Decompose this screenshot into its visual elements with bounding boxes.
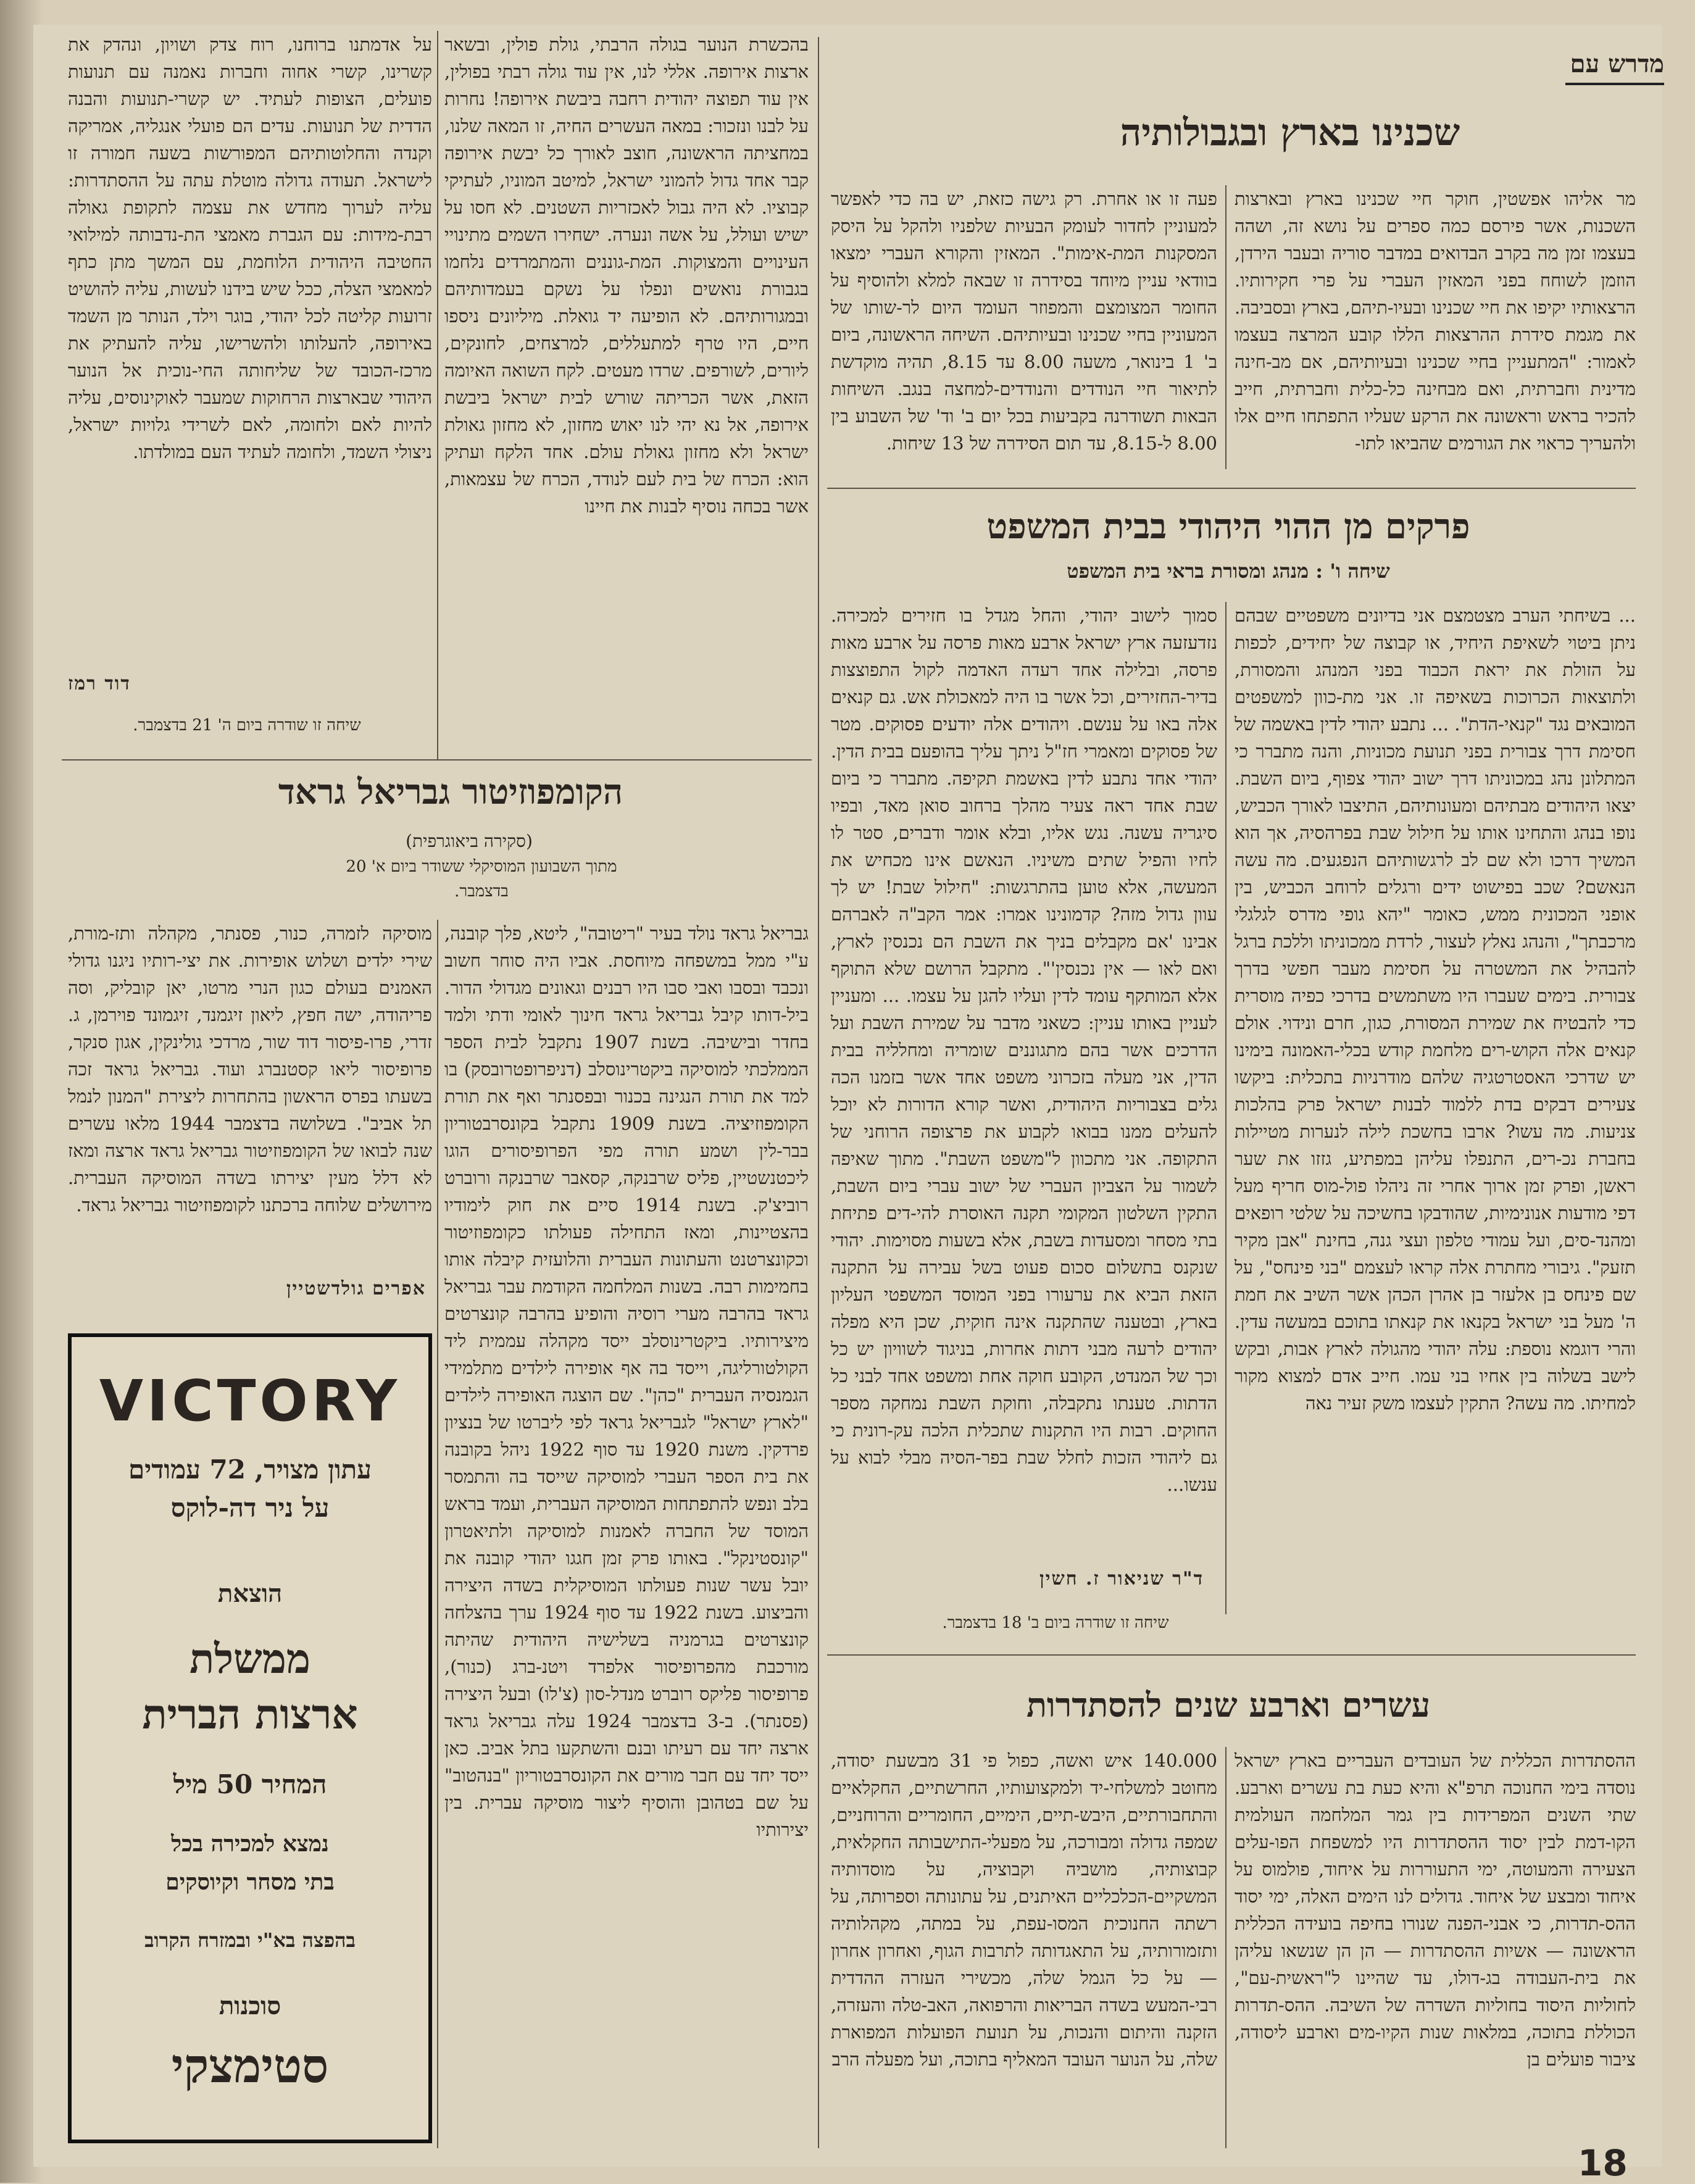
article2-col-right-text: ... בשיחתי הערב מצטמצם אני בדיונים משפטיים שבהם ניתן ביטוי לשאיפת היחיד, או קבוצה של יחידים, לכפות על הזולת את יראת הכבוד בפני המנהג והמסורת, ולתוצאות הכרוכות בשאיפה זו. אני מת-כוון למשפטים המובאים נגד "קנאי-הדת". ... נתבע יהודי לדין באשמה של חסימת דרך צבורית בפני תנועת מכוניות, והנה מתברר כי המתלונן נהג במכוניתו דרך ישוב יהודי צפוף, ביום השבת. יצאו היהודים מבתיהם ומעונותיהם, התיצבו לאורך הכביש, נופו בנהג והתחינו אותו על חילול שבת בפרהסיה, אך הוא המשיך דרכו ולא שם לב לרגשותיהם הנפגעים. מה עשה הנאשם? שכב בפישוט ידים ורגלים לרוחב הכביש, בין אופני המכונית ממש, כאומר "יהא גופי מדרס לגלגלי מרכבתך", והנהג נאלץ לעצור, לרדת ממכוניתו וללכת ברגל להבהיל את המשטרה על חסימת מעבר חפשי בדרך צבורית. בימים שעברו היו משתמשים בדרכי כפיה מוסרית כדי להבטיח את שמירת המסורת, כגון, חרם ונידוי. אולם קנאים אלה הקוש-רים מלחמת קודש בכלי-האמונה בימינו יש שדרכי האסטרטגיה שלהם מודרניות בתכלית: ביקשו צעירים דבקים בדת ללמוד לבנות ישראל פרק בהלכות צניעות. מה עשו? ארבו בחשכת לילה לנערות מטיילות בחברת נכ-רים, התנפלו עליהן במפתיע, גזזו את שער ראשן, ופרק זמן ארוך אחרי זה ניהלו פול-מוס חריף מעל דפי מודעות אנונימיות, שהודבקו בחשיכה על שלטי רופאים ומהנד-סים, ועל עמודי טלפון ועצי גנה, בחינת "אבן מקיר תזעק". גיבורי מחתרת אלה קראו לעצמם "בני פינחס", על שם פינחס בן אלעזר בן אהרן הכהן אשר השיב את חמת ה' מעל בני ישראל בקנאו את קנאתו בתוכם במעשה עדין. והרי דוגמא נוספת: עלה יהודי מהגולה לארץ אבות, ובקש לישב בשלוה בין אחיו בני עמו. חייב אדם למצוא מקור למחיתו. מה עשה? התקין לעצמו משק זעיר נאה bbox=[1235, 605, 1636, 1414]
article2-title: פרקים מן ההוי היהודי בבית המשפט bbox=[986, 506, 1470, 547]
article2-col-right bbox=[1235, 602, 1636, 1614]
article5-col-left-text: מוסיקה לזמרה, כנור, פסנתר, מקהלה ותז-מורת, שירי ילדים ושלוש אופירות. את יצי-רותיו ניגנו גדולי האמנים בעולם כגון הנרי מרטו, יאן קובליק, וסה פריהודה, ישה חפץ, ליאון זיגמנד, זיגמונד פוירמן, ג. זדרי, פרו-פיסור דוד שור, מרדכי גולינקין, אגון סנקר, פרופיסור ליאו קסטנברג ועוד. גבריאל גראד זכה בשעתו בפרס הראשון בהתחרות ליצירת "המנון לנמל תל אביב". בשלושה בדצמבר 1944 מלאו עשרים שנה לבואו של הקומפוזיטור גבריאל גראד ארצה ומאז לא דלל מעין יצירתו בשדה המוסיקה העברית. מירושלים שלוחה ברכתנו לקומפוזיטור גבריאל גראד. bbox=[68, 923, 432, 1215]
article4-col-left-text: על אדמתנו ברוחנו, רוח צדק ושויון, ונהדק את קשרינו, קשרי אחוה וחברות נאמנה עם תנועות פועלים, הצופות לעתיד. יש קשרי-תנועות והבנה הדדית של תנועות. עדים הם פועלי אנגליה, אמריקה וקנדה והחלוטותיהם המפורשות בשעה חמורה זו לישראל. תעודה גדולה מוטלת עתה על ההסתדרות: עליה לערוך מחדש את עצמה לתקופת גאולה רבת-מידות: עם הגברת מאמצי הת-נדבותה למילואי החטיבה היהודית הלוחמת, עם המשך מתן כתף למאמצי הצלה, ככל שיש בידנו לעשות, עליה להושיט זרועות קליטה לכל יהודי, בוגר וילד, הנותר מן השמד באירופה, להעלותו ולהשרישו, עליה להעתיק את מרכז-הכובד של שליחותה החי-נוכית אל הנוער היהודי שבארצות הרחוקות שמעבר לאוקינוסים, עליה להיות לאם ולחומה, לאם לשרידי גלויות ישראל, ניצולי השמד, ולחומה לעתיד העם במולדתו. bbox=[68, 34, 432, 462]
advert-sale-line2: בתי מסחר וקיוסקים bbox=[165, 1869, 335, 1895]
article5-col-right bbox=[444, 920, 809, 2148]
article3-col-divider bbox=[1225, 1747, 1226, 2148]
article1-col-left-text: פעה זו או אחרת. רק גישה כזאת, יש בה כדי לאפשר למעוניין לחדור לעומק הבעיות שלפניו ולהקל על היסק המסקנות המת-אימות". המאזין והקורא העברי ימצאו בוודאי עניין מיוחד בסידרה זו שבאה למלא ולהוסיף על החומר המצומצם והמפוזר העומד היום לר-שותו של המעוניין בחיי שכנינו ובעיותיהם. השיחה הראשונה, ביום ב' 1 בינואר, משעה 8.00 עד 8.15, תהיה מוקדשת לתיאור חיי הנודדים והנודדים-למחצה בנגב. השיחות הבאות תשודרנה בקביעות בכל יום ב' וד' של השבוע בין 8.00 ל-8.15, עד תום הסידרה של 13 שיחות. bbox=[831, 188, 1217, 454]
article3-col-left bbox=[831, 1747, 1217, 2154]
article1-col-right bbox=[1235, 185, 1636, 475]
article2-broadcast-note: שיחה זו שודרה ביום ב' 18 בדצמבר. bbox=[942, 1614, 1169, 1632]
article5-title: הקומפוזיטור גבריאל גראד bbox=[278, 772, 623, 812]
advert-agent-name: סטימצקי bbox=[171, 2038, 329, 2093]
advert-price: המחיר 50 מיל bbox=[173, 1769, 327, 1799]
section-tag: מדרש עם bbox=[1570, 49, 1664, 78]
advert-distribution: בהפצה בא"י ובמזרח הקרוב bbox=[144, 1928, 356, 1952]
article4-col-right bbox=[444, 31, 809, 759]
advert-brand: VICTORY bbox=[99, 1368, 401, 1434]
article2-col-left bbox=[831, 602, 1217, 1503]
article3-title: עשרים וארבע שנים להסתדרות bbox=[1026, 1685, 1431, 1725]
article3-col-right-text: ההסתדרות הכללית של העובדים העבריים בארץ ישראל נוסדה בימי החנוכה תרפ"א והיא כעת בת עשרים וארבע. שתי השנים המפרידות בין גמר המלחמה העולמית הקו-דמת לבין יסוד ההסתדרות היו למשפחת הפו-עלים הצעירה והמעוטה, ימי התעוררות על איחוד, פולמוס על איחוד ומבצע של איחוד. גדולים לנו הימים האלה, ימי יסוד ההס-תדרות, כי אבני-הפנה שנורו בחיפה בועידה הכללית הראשונה — אשיות ההסתדרות — הן הן שנשאו עליהן את בית-העבודה בג-דולו, עד שהיינו ל"ראשית-עם", לחוליות היסוד בחוליות השדרה של השיבה. ההס-תדרות הכוללת בתוכה, במלאות שנות הקיו-מים וארבע ליסודה, ציבור פועלים בן bbox=[1235, 1750, 1636, 2070]
advert-sale-line1: נמצא למכירה בכל bbox=[171, 1831, 329, 1857]
article3-col-left-text: 140.000 איש ואשה, כפול פי 31 מבשעת יסודה, מחוטב למשלחי-יד ולמקצועותיו, החרשתיים, החקלאיים והתחבורתיים, היבש-תיים, הימיים, החומריים והרוחניים, שמפה גדולה ומבורכה, על מפעלי-התישבותה החקלאית, קבוצותיה, מושביה וקבוציה, על מוסדותיה המשקיים-הכלכליים האיתנים, על עתונותה וספרותה, על רשתה החנוכית המסו-עפת, על במתה, מקהלותיה ותזמורותיה, על התאגדותה לתרבות הגוף, ואחרון אחרון — על כל הגמל שלה, מכשירי העזרה ההדדית רבי-המעש בשדה הבריאות והרפואה, האב-טלה והעזרה, הזקנה והיתום והנכות, על תנועת הפועלות המפוארת שלה, על הנוער העובד המאליף בתוכה, ועל מפעלה הרב bbox=[831, 1750, 1217, 2070]
article5-subtitle: (סקירה ביאוגרפית) bbox=[406, 831, 533, 851]
article2-bottom-rule bbox=[827, 1654, 1636, 1656]
advert-agents-label: סוכנות bbox=[219, 1991, 281, 2020]
article4-broadcast-note: שיחה זו שודרה ביום ה' 21 בדצמבר. bbox=[133, 716, 361, 735]
article4-col-right-text: בהכשרת הנוער בגולה הרבתי, גולת פולין, ובשאר ארצות אירופה. אללי לנו, אין עוד גולה רבתי בפולין, אין עוד תפוצה יהודית רחבה ביבשת אירופה! נחרות על לבנו ונזכור: במאה העשרים החיה, זו המאה שלנו, במחציתה הראשונה, חוצב לאורך כל יבשת אירופה קבר אחד גדול להמוני ישראל, למיטב המוניו, לעתיקי קבוציו. לא היה גבול לאכזריות השטנים. לא חסו על ישיש ועולל, על אשה ונערה. ישחירו השמים מתינויי העינויים והמצוקות. המת-גוננים והמתמרדים נלחמו בגבורת נואשים ונפלו על נשקם בעמדותיהם ובמגורותיהם. לא הופיעה יד גואלת. מיליונים ניספו חיים, היו טרף למתעללים, למרצחים, לחונקים, ליורים, לשורפים. שרדו מעטים. לקח השואה האיומה הזאת, אשר הכריתה שורש לבית ישראל ביבשת אירופה, אל נא יהי לנו יאוש מחזון, לא מחזון גאולת ישראל ולא מחזון גאולת עולם. אחד הלקח ועתיק הוא: הכרח של בית לעם לנודד, הכרח של עצמאות, אשר בכחה נוסיף לבנות את חיינו bbox=[444, 34, 809, 517]
article3-col-right bbox=[1235, 1747, 1636, 2154]
article1-title: שכנינו בארץ ובגבולותיה bbox=[1120, 111, 1460, 154]
article4-col-divider bbox=[437, 31, 438, 759]
advert-publisher-line2: ארצות הברית bbox=[142, 1690, 358, 1738]
section-tag-underline bbox=[1565, 83, 1664, 85]
article2-col-left-text: סמוך לישוב יהודי, והחל מגדל בו חזירים למכירה. נזדעזעה ארץ ישראל ארבע מאות פרסה על ארבע מאות פרסה, ובלילה אחד רעדה האדמה לקול התפוצצות בדיר-החזירים, וכל אשר בו היה למאכולת אש. גם קנאים אלה באו על ענשם. ויהודים אלה יודעים פסוקים. מטר של פסוקים ומאמרי חז"ל ניתך עליך בהופעם בבית הדין. יהודי אחד נתבע לדין באשמת תקיפה. מתברר כי ביום שבת אחד ראה צעיר מהלך ברחוב סואן מאד, ובפיו סיגריה עשנה. נגש אליו, ובלא אומר ודברים, סטר לו לחיו והפיל שתים משיניו. הנאשם אינו מכחיש את המעשה, אלא טוען בהתרגשות: "חילול שבת! יש לך עוון גדול מזה? קדמונינו אמרו: אמר הקב"ה לאברהם אבינו 'אם מקבלים בניך את השבת הם נכנסין לארץ, ואם לאו — אין נכנסין'". מתקבל הרושם שלא התוקף אלא המותקף עומד לדין ועליו להגן על עצמו. ... ומעניין לעניין באותו עניין: כשאני מדבר על שמירת השבת ועל הדרכים אשר בהם מתגוננים שומריה ומחלליה בבית הדין, אני מעלה בזכרוני משפט אחד אשר בזמנו הכה גלים בצבוריות היהודית, ואשר קורא הדורות לא יוכל להעלים ממנו בבואו לקבוע את פרצופה הרוחני של התקופה. אני מתכוון ל"משפט השבת". מתוך שאיפה לשמור על הצביון העברי של ישוב עברי ביום השבת, התקין השלטון המקומי תקנה האוסרת להי-דים פתיחת בתי מסחר ומסעדות בשבת, אלא בשעות מסוימות. יהודי שנקנס בתשלום סכום פעוט בשל עבירה על התקנה הזאת הביא את ערעורו בפני המוסד המשפטי העליון בארץ, ובטענה שהתקנה אינה חוקית, שכן היא מפלה יהודים לרעה מבני דתות אחרות, בניגוד לשוויון יש כל וכך של המנדט, הקובע חוקה אחת ומשפט אחד לבני כל הדתות. טענתו נתקבלה, וחוקת השבת נמחקה מספר החוקים. רבות היו התקנות שתכלית הלכה עק-רונית כי גם ליהודי הזכות לחלל שבת בפר-הסיה מבלי לבוא על ענשו... bbox=[831, 605, 1217, 1495]
article1-col-left bbox=[831, 185, 1217, 475]
victory-advert bbox=[68, 1333, 432, 2143]
article2-signature: ד"ר שניאור ז. חשין bbox=[1039, 1568, 1204, 1590]
article4-bottom-rule bbox=[62, 759, 812, 761]
article1-col-right-text: מר אליהו אפשטין, חוקר חיי שכנינו בארץ ובארצות השכנות, אשר פירסם כמה ספרים על נושא זה, ושהה בעצמו זמן מה בקרב הבדואים במדבר סוריה ובעבר הירדן, הוזמן לשוחח בפני המאזין העברי על פרי חקירותיו. הרצאותיו יקיפו את חיי שכנינו ובעיו-תיהם, בארץ ובסביבה. את מגמת סידרת ההרצאות הללו קובע המרצה בעצמו לאמור: "המתעניין בחיי שכנינו ובעיותיהם, אם מב-חינה מדינית וחברתית, ואם מבחינה כל-כלית וחברתית, חייב להכיר בראש וראשונה את הרקע שעליו התפתחו חיים אלו ולהעריך כראוי את הגורמים שהביאו לתו- bbox=[1235, 188, 1636, 454]
article5-col-left bbox=[68, 920, 432, 1265]
article1-bottom-rule bbox=[827, 488, 1636, 489]
advert-line1: עתון מצויר, 72 עמודים bbox=[128, 1454, 372, 1485]
article5-source-note: מתוך השבועון המוסיקלי ששודר ביום א' 20 בדצמבר. bbox=[346, 857, 617, 901]
article5-col-divider bbox=[437, 920, 438, 2148]
main-column-divider bbox=[818, 37, 819, 2148]
page-number: 18 bbox=[1578, 2142, 1628, 2184]
article5-col-right-text: גבריאל גראד נולד בעיר "ריטובה", ליטא, פלך קובנה, ע"י ממל במשפחה מיוחסת. אביו היה סוחר חשוב ונכבד ובסבו ואבי סבו היו רבנים וגאונים מגדולי הדור. ביל-דותו קיבל גבריאל גראד חינוך לאומי ודתי ולמד בחדר ובישיבה. בשנת 1907 נתקבל לבית הספר הממלכתי למוסיקה ביקטרינוסלב (דניפרופטרובסק) בו למד את תורת הנגינה בכנור ובפסנתר ואף את תורת הקומפוזיציה. בשנת 1909 נתקבל בקונסרבטוריון בבר-לין ושמע תורה מפי הפרופיסורים הוגו ליכטנשטיין, פליס שרבנקה, קסאבר שרבנקה ורוברט רוביצ'ק. בשנת 1914 סיים את חוק לימודיו בהצטיינות, ומאז התחילה פעולתו כקומפוזיטור וכקונצרטנט והעתונות העברית והלועזית קיבלה אותו בחמימות רבה. בשנות המלחמה הקודמת עבר גבריאל גראד בהרבה מערי רוסיה והופיע בהרבה קונצרטים מיצירותיו. ביקטרינוסלב ייסד מקהלה עממית ליד הקולטורליגה, וייסד בה אף אופירה לילדים מתלמידי הגמנסיה העברית "כהן". שם הוצגה האופירה לילדים "לארץ ישראל" לגבריאל גראד לפי ליברטו של בנציון פרדקין. משנת 1920 עד סוף 1922 ניהל בקובנה את בית הספר העברי למוסיקה שייסד בה והתמסר בלב ונפש להתפתחות המוסיקה העברית, ועמד בראש המוסד של החברה לאמנות למוסיקה ולתיאטרון "קונסטינקל". באותו פרק זמן חגגו יהודי קובנה את יובל עשר שנות פעולתו המוסיקלית בשדה היצירה והביצוע. בשנת 1922 עד סוף 1924 ערך בהצלחה קונצרטים בגרמניה בשלישיה היהודית שהיתה מורכבת מהפרופיסור אלפרד ויטנ-ברג (כנור), פרופיסור פליקס רוברט מנדל-סון (צ'לו) ובעל היצירה (פסנתר). ב-3 בדצמבר 1924 עלה גבריאל גראד ארצה יחד עם רעיתו ובנם והשתקעו בתל אביב. כאן ייסד יחד עם חבר מורים את הקונסרבטוריון "בנהטוב" על שם בטהובן והוסיף ליצור מוסיקה עברית. בין יצירותיו bbox=[444, 923, 809, 1840]
advert-line2: על ניר דה-לוקס bbox=[170, 1493, 330, 1523]
article5-signature: אפרים גולדשטיין bbox=[286, 1278, 426, 1299]
article4-col-left bbox=[68, 31, 432, 661]
article1-col-divider bbox=[1225, 185, 1226, 469]
article2-col-divider bbox=[1225, 602, 1226, 1614]
advert-publisher-label: הוצאת bbox=[217, 1579, 283, 1608]
article2-subtitle: שיחה ו' : מנהג ומסורת בראי בית המשפט bbox=[1067, 559, 1390, 583]
article4-signature: דוד רמז bbox=[68, 673, 131, 694]
advert-publisher-line1: ממשלת bbox=[189, 1635, 311, 1683]
